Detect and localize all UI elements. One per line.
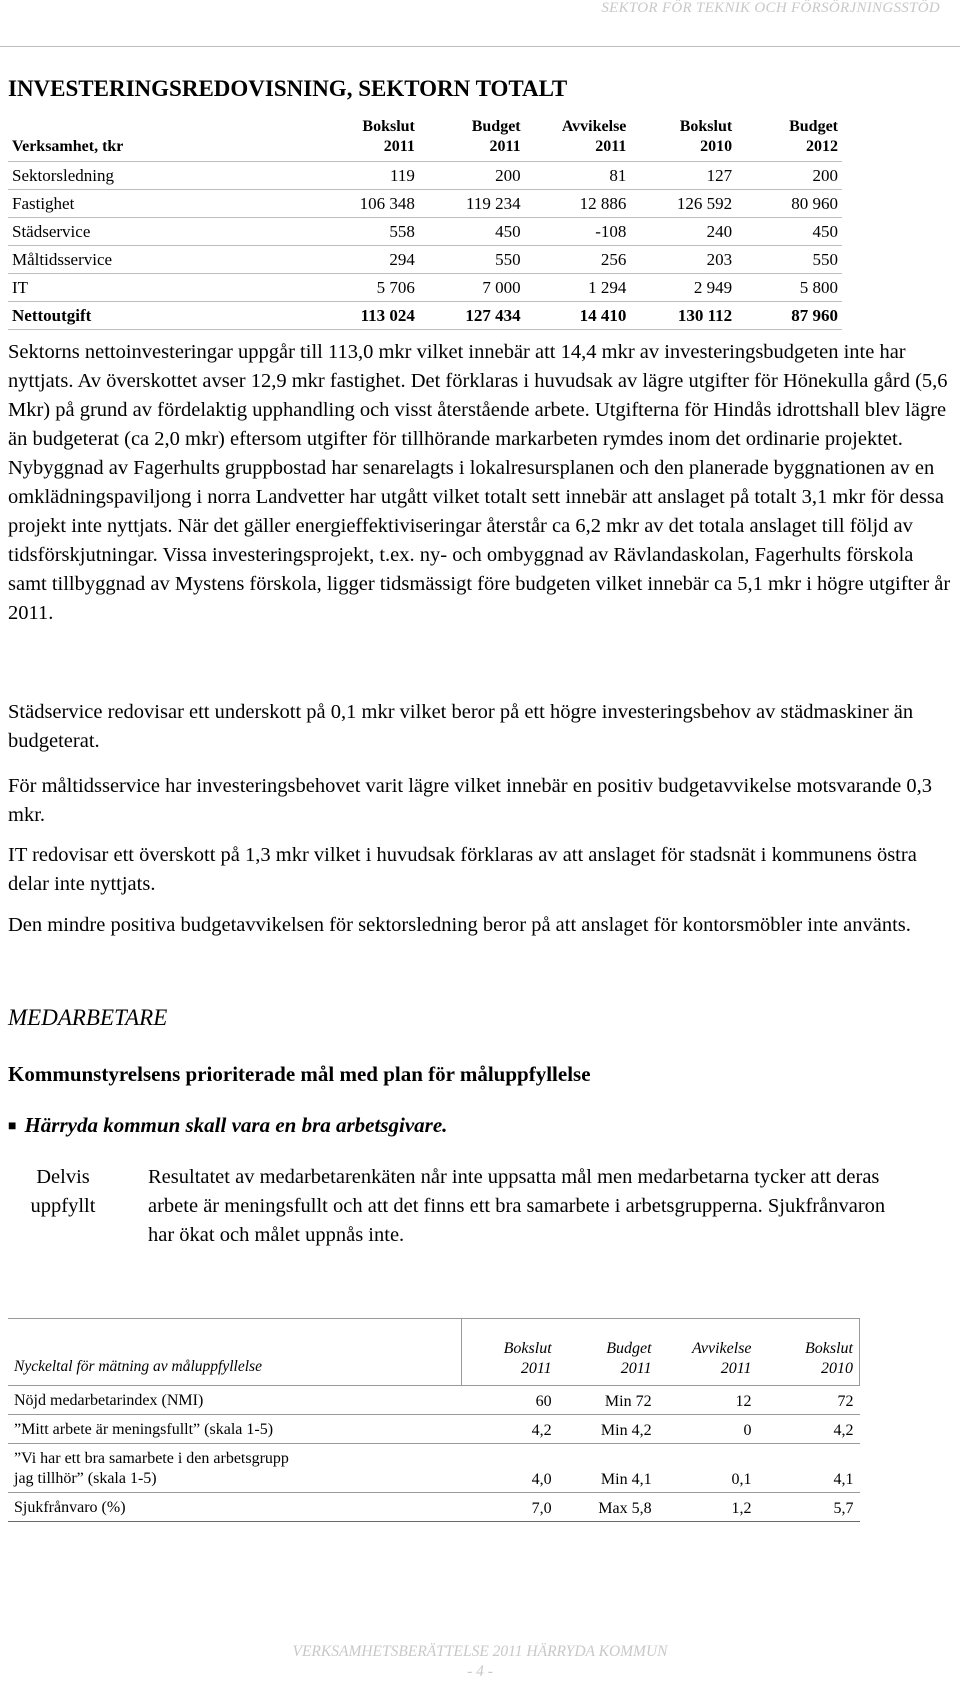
table-cell: 7 000 [419,274,525,302]
table-cell: 4,1 [758,1444,860,1493]
column-header-line1: Budget [471,118,521,135]
row-label: ”Vi har ett bra samarbete i den arbetsgrupp jag tillhör” (skala 1-5) [8,1444,462,1493]
status-line1: Delvis [36,1166,90,1188]
column-header-line2: 2011 [520,1360,552,1377]
table-cell: 256 [525,246,631,274]
table-cell: 450 [736,218,842,246]
column-header [658,1319,758,1386]
column-header-line1: Bokslut [362,118,415,135]
row-label: Sektorsledning [8,162,313,190]
status-line2: uppfyllt [30,1195,96,1217]
table-row [8,246,842,274]
column-header-line1: Bokslut [503,1340,552,1357]
square-bullet-icon: ■ [8,1119,17,1135]
table-cell: 2 949 [630,274,736,302]
table-cell: 80 960 [736,190,842,218]
paragraph-stadservice [8,698,953,764]
column-header-line1: Bokslut [805,1340,853,1357]
table-cell: 7,0 [462,1493,558,1522]
column-header-line2: 2011 [620,1360,652,1377]
column-header [736,117,842,162]
table-cell: 200 [419,162,525,190]
goal-status [8,1163,118,1221]
page-footer: VERKSAMHETSBERÄTTELSE 2011 HÄRRYDA KOMMUN [292,1643,668,1660]
table-row [8,1493,860,1522]
table-cell: 550 [736,246,842,274]
paragraph-text: Den mindre positiva budgetavvikelsen för sektorsledning beror på att anslaget för kontorsmöbler inte använts. [8,914,911,936]
table-cell: 87 960 [736,302,842,330]
table-cell: 72 [758,1386,860,1415]
table-cell: 0,1 [658,1444,758,1493]
investment-table [8,117,842,330]
table-cell: Min 4,2 [558,1415,658,1444]
row-label: Sjukfrånvaro (%) [8,1493,462,1522]
goal-text: Härryda kommun skall vara en bra arbetsgivare. [24,1113,448,1137]
paragraph-it [8,841,953,907]
column-header-line1: Budget [606,1340,652,1357]
page-number: - 4 - [467,1663,493,1680]
row-label: Nettoutgift [8,302,313,330]
column-header-line1: Budget [789,118,838,135]
table-cell: 4,2 [462,1415,558,1444]
table-cell: 81 [525,162,631,190]
table-cell: 4,0 [462,1444,558,1493]
column-header-line2: 2011 [595,138,627,155]
column-header [462,1319,558,1386]
table-cell: 130 112 [630,302,736,330]
table-row [8,274,842,302]
paragraph-investments [8,338,953,636]
row-label: Fastighet [8,190,313,218]
table-cell: 14 410 [525,302,631,330]
table-cell: 12 886 [525,190,631,218]
table-cell: 119 234 [419,190,525,218]
table-row [8,1386,860,1415]
table-cell: 12 [658,1386,758,1415]
table-cell: 550 [419,246,525,274]
table-cell: 4,2 [758,1415,860,1444]
table-cell: 294 [313,246,419,274]
table-cell: 126 592 [630,190,736,218]
column-header [419,117,525,162]
column-header [525,117,631,162]
table-cell: 203 [630,246,736,274]
table-cell: 200 [736,162,842,190]
column-header [758,1319,860,1386]
status-description: Resultatet av medarbetarenkäten når inte uppsatta mål men medarbetarna tycker att deras arbete är meningsfullt och att det finns ett bra samarbete i arbetsgrupperna. Sjukfrånvaron har ökat och målet uppnås inte. [148,1166,886,1246]
table-row [8,218,842,246]
table-cell: 240 [630,218,736,246]
table-row [8,1444,860,1493]
table-cell: 1,2 [658,1493,758,1522]
table-row [8,162,842,190]
goal-statement [8,1113,447,1138]
row-label: IT [8,274,313,302]
column-header: Nyckeltal för mätning av måluppfyllelse [8,1319,462,1386]
table-cell: 450 [419,218,525,246]
table-cell: 127 434 [419,302,525,330]
column-header-line1: Avvikelse [561,118,627,135]
paragraph-text: För måltidsservice har investeringsbehovet varit lägre vilket innebär en positiv budgetavvikelse motsvarande 0,3 mkr. [8,775,932,826]
column-header-line2: 2010 [700,138,733,155]
paragraph-text: Sektorns nettoinvesteringar uppgår till 113,0 mkr vilket innebär att 14,4 mkr av investeringsbudgeten inte har nyttjats. Av överskottet avser 12,9 mkr fastighet. Det förklaras i huvudsak av lägre utgifter för Hönekulla gård (5,6 Mkr) på grund av fördelaktig upphandling och visst återstående arbete. Utgifterna för Hindås idrottshall blev lägre än budgeterat (ca 2,0 mkr) eftersom utgifter för tillhörande markarbeten rymdes inom det ordinarie projektet. Nybyggnad av Fagerhults gruppbostad har senarelagts i lokalresursplanen och den planerade byggnationen av en omklädningspaviljong i norra Landvetter har utgått vilket totalt sett innebär att anslaget på totalt 3,1 mkr för dessa projekt inte nyttjats. När det gäller energieffektiviseringar återstår ca 6,2 mkr av det totala anslaget till följd av tidsförskjutningar. Vissa investeringsprojekt, t.ex. ny- och ombyggnad av Rävlandaskolan, Fagerhults förskola samt tillbyggnad av Mystens förskola, ligger tidsmässigt före budgeten vilket innebär ca 5,1 mkr i högre utgifter år 2011. [8,341,951,624]
table-cell: -108 [525,218,631,246]
column-header-line2: 2011 [489,138,521,155]
table-cell: 5,7 [758,1493,860,1522]
table-cell: 5 706 [313,274,419,302]
kpi-table [8,1318,860,1522]
row-label: ”Mitt arbete är meningsfullt” (skala 1-5) [8,1415,462,1444]
table-cell: 558 [313,218,419,246]
column-header-line2: 2011 [720,1360,752,1377]
table-cell: Min 72 [558,1386,658,1415]
table-row [8,1415,860,1444]
medarbetare-heading: MEDARBETARE [8,1005,168,1030]
table-cell: 113 024 [313,302,419,330]
table-cell: Max 5,8 [558,1493,658,1522]
header-divider [0,46,960,47]
column-header-line1: Bokslut [679,118,733,135]
column-header [630,117,736,162]
table-cell: 1 294 [525,274,631,302]
section-title: INVESTERINGSREDOVISNING, SEKTORN TOTALT [8,76,568,101]
column-header-label: Verksamhet, tkr [12,138,124,155]
paragraph-text: IT redovisar ett överskott på 1,3 mkr vilket i huvudsak förklaras av att anslaget för stadsnät i kommunens östra delar inte nyttjats. [8,844,917,895]
paragraph-sektorsledning [8,911,953,948]
column-header [8,117,313,162]
total-row [8,302,842,330]
column-header-line2: 2010 [821,1360,853,1377]
kpi-table-header [8,1319,860,1386]
table-cell: 5 800 [736,274,842,302]
column-header-line2: 2011 [383,138,415,155]
column-header [558,1319,658,1386]
row-label: Städservice [8,218,313,246]
column-header-line1: Avvikelse [692,1340,752,1357]
row-label: Nöjd medarbetarindex (NMI) [8,1386,462,1415]
table-cell: 119 [313,162,419,190]
column-header-line2: 2012 [806,138,838,155]
paragraph-maltidsservice [8,772,953,838]
running-header: SEKTOR FÖR TEKNIK OCH FÖRSÖRJNINGSSTÖD [601,0,940,16]
table-cell: 106 348 [313,190,419,218]
table-cell: 127 [630,162,736,190]
table-cell: Min 4,1 [558,1444,658,1493]
row-label: Måltidsservice [8,246,313,274]
column-header [313,117,419,162]
table-cell: 0 [658,1415,758,1444]
paragraph-text: Städservice redovisar ett underskott på 0,1 mkr vilket beror på ett högre investeringsbehov av städmaskiner än budgeterat. [8,701,914,752]
table-row [8,190,842,218]
investment-table-header [8,117,842,162]
goals-heading: Kommunstyrelsens prioriterade mål med plan för måluppfyllelse [8,1062,591,1086]
table-cell: 60 [462,1386,558,1415]
